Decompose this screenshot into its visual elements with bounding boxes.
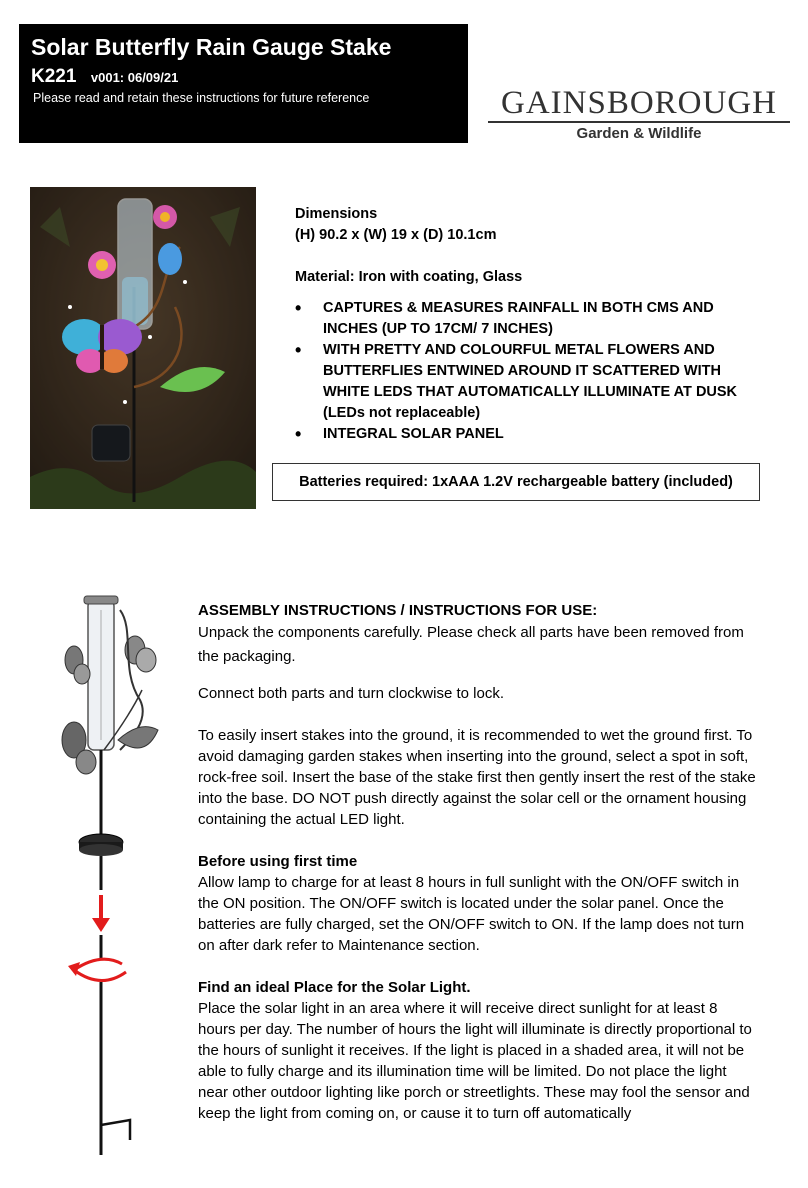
brand-logo [488, 86, 790, 142]
placement-text: Place the solar light in an area where it will receive direct sunlight for at least 8 hours per day. The number of hours the light will illuminate is directly proportional to the hours of sunlight it receives. If the light is placed in a shaded area, it will not be able to fully charge and its illumination time will be limited. Do not place the light near other outdoor lighting like porch or streetlights. These may fool the sensor and keep the light from coming on, or cause it to turn off automatically [198, 1000, 752, 1122]
dimensions-value: (H) 90.2 x (W) 19 x (D) 10.1cm [295, 227, 497, 243]
battery-requirement: Batteries required: 1xAAA 1.2V rechargeable battery (included) [272, 463, 760, 501]
product-code-row [31, 66, 456, 89]
assembly-diagram [60, 590, 160, 1165]
feature-item: • WITH PRETTY AND COLOURFUL METAL FLOWERS AND BUTTERFLIES ENTWINED AROUND IT SCATTERED WITH WHITE LEDS THAT AUTOMATICALLY ILLUMINATE AT DUSK (LEDs not replaceable) [295, 340, 765, 424]
brand-divider [488, 121, 790, 123]
brand-name: GAINSBOROUGH [500, 85, 778, 121]
placement-heading: Find an ideal Place for the Solar Light. [198, 979, 471, 996]
before-first-use-heading: Before using first time [198, 853, 358, 870]
rotate-clockwise-icon [68, 959, 126, 980]
insert-arrow-icon [92, 895, 110, 932]
specifications [295, 204, 765, 445]
feature-item: • CAPTURES & MEASURES RAINFALL IN BOTH CMS AND INCHES (UP TO 17CM/ 7 INCHES) [295, 298, 765, 340]
product-code: K221 [31, 66, 77, 87]
feature-item: • INTEGRAL SOLAR PANEL [295, 424, 765, 445]
dimensions-label: Dimensions [295, 206, 378, 222]
assembly-heading: ASSEMBLY INSTRUCTIONS / INSTRUCTIONS FOR USE: [198, 602, 598, 619]
header-box [19, 24, 468, 143]
before-first-use-text: Allow lamp to charge for at least 8 hours in full sunlight with the ON/OFF switch in the ON position. The ON/OFF switch is located under the solar panel. Once the batteries are fully charged, set the ON/OFF switch to ON. If the lamp does not turn on after dark refer to Maintenance section. [198, 874, 745, 954]
instructions [198, 600, 758, 1124]
material-text: Material: Iron with coating, Glass [295, 269, 523, 285]
retain-note: Please read and retain these instructions for future reference [33, 91, 370, 105]
version-label: v001: 06/09/21 [90, 70, 179, 85]
connect-paragraph: Connect both parts and turn clockwise to lock. [198, 685, 504, 702]
feature-list [295, 298, 765, 445]
stake-paragraph: To easily insert stakes into the ground, it is recommended to wet the ground first. To avoid damaging garden stakes when inserting into the ground, select a spot in soft, rock-free soil. Insert the base of the stake first then gently insert the rest of the stake into the base. DO NOT push directly against the solar cell or the ornament housing containing the actual LED light. [198, 727, 756, 828]
brand-subtitle: Garden & Wildlife [576, 125, 702, 142]
document-title: Solar Butterfly Rain Gauge Stake [31, 34, 392, 60]
product-photo [30, 187, 256, 509]
butterfly-icon [65, 646, 90, 684]
unpack-paragraph: Unpack the components carefully. Please check all parts have been removed from the packaging. [198, 624, 744, 665]
